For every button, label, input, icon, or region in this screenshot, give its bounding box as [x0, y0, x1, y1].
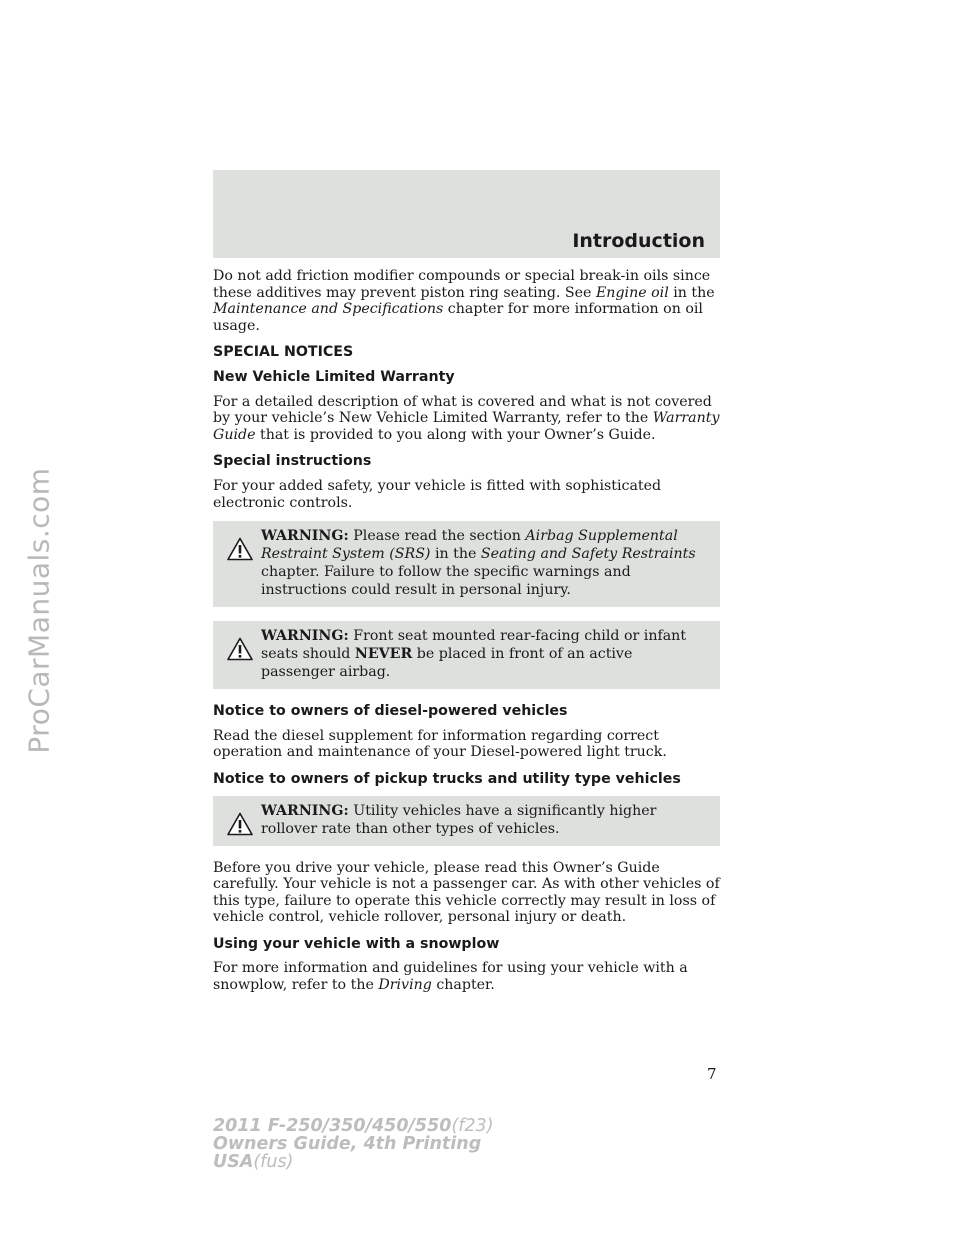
ref-engine-oil: Engine oil [595, 284, 669, 301]
instructions-heading: Special instructions [213, 453, 372, 470]
pickup-paragraph: Before you drive your vehicle, please read this Owner’s Guide carefully. Your vehicle is not a passenger car. As with other vehicles of this type, failure to operate this vehicle correctly may result in loss of vehicle control, vehicle rollover, personal injury or death. [213, 859, 720, 926]
instructions-paragraph: For your added safety, your vehicle is fitted with sophisticated electronic controls. [213, 477, 662, 511]
ref-maintenance-chapter: Maintenance and Specifications [213, 301, 444, 318]
footer-print-info: 2011 F-250/350/450/550(f23) Owners Guide, 4th Printing USA(fus) [213, 1116, 494, 1172]
watermark [14, 180, 64, 1040]
snowplow-paragraph: For more information and guidelines for using your vehicle with a snowplow, refer to the Driving chapter. [213, 960, 688, 994]
warning-box-child-seat: WARNING: Front seat mounted rear-facing child or infant seats should NEVER be placed in front of an active passenger airbag. [213, 621, 720, 689]
warning-label: WARNING: [261, 628, 349, 645]
warning-box-rollover: WARNING: Utility vehicles have a significantly higher rollover rate than other types of vehicles. [213, 796, 720, 846]
warning-triangle-icon [227, 537, 253, 561]
page-content [213, 268, 720, 1004]
chapter-header [213, 170, 720, 258]
special-notices-heading: SPECIAL NOTICES [213, 344, 354, 361]
snowplow-heading: Using your vehicle with a snowplow [213, 935, 500, 952]
warning-box-airbag: WARNING: Please read the section Airbag Supplemental Restraint System (SRS) in the Seating and Safety Restraints chapter. Failure to follow the specific warnings and instructions could result in personal injury. [213, 521, 720, 607]
warranty-paragraph: For a detailed description of what is covered and what is not covered by your vehicle’s New Vehicle Limited Warranty, refer to the Warranty Guide that is provided to you along with your Owner’s Guide. [213, 393, 720, 443]
pickup-heading: Notice to owners of pickup trucks and utility type vehicles [213, 770, 681, 787]
diesel-heading: Notice to owners of diesel-powered vehicles [213, 703, 568, 720]
watermark-text: ProCarManuals.com [22, 466, 56, 754]
intro-paragraph: Do not add friction modifier compounds or special break-in oils since these additives may prevent piston ring seating. See Engine oil in the Maintenance and Specifications chapter for more information on oil usage. [213, 268, 715, 334]
warning-label: WARNING: [261, 802, 349, 819]
warning-triangle-icon [227, 812, 253, 836]
ref-driving-chapter: Driving [378, 977, 432, 994]
diesel-paragraph: Read the diesel supplement for information regarding correct operation and maintenance of your Diesel-powered light truck. [213, 727, 667, 761]
ref-warranty-guide: Warranty Guide [213, 410, 720, 443]
warning-triangle-icon [227, 637, 253, 661]
chapter-title: Introduction [572, 230, 705, 252]
warranty-heading: New Vehicle Limited Warranty [213, 368, 455, 385]
page-number: 7 [707, 1065, 717, 1083]
never-emphasis: NEVER [354, 646, 413, 663]
warning-label: WARNING: [261, 528, 349, 545]
